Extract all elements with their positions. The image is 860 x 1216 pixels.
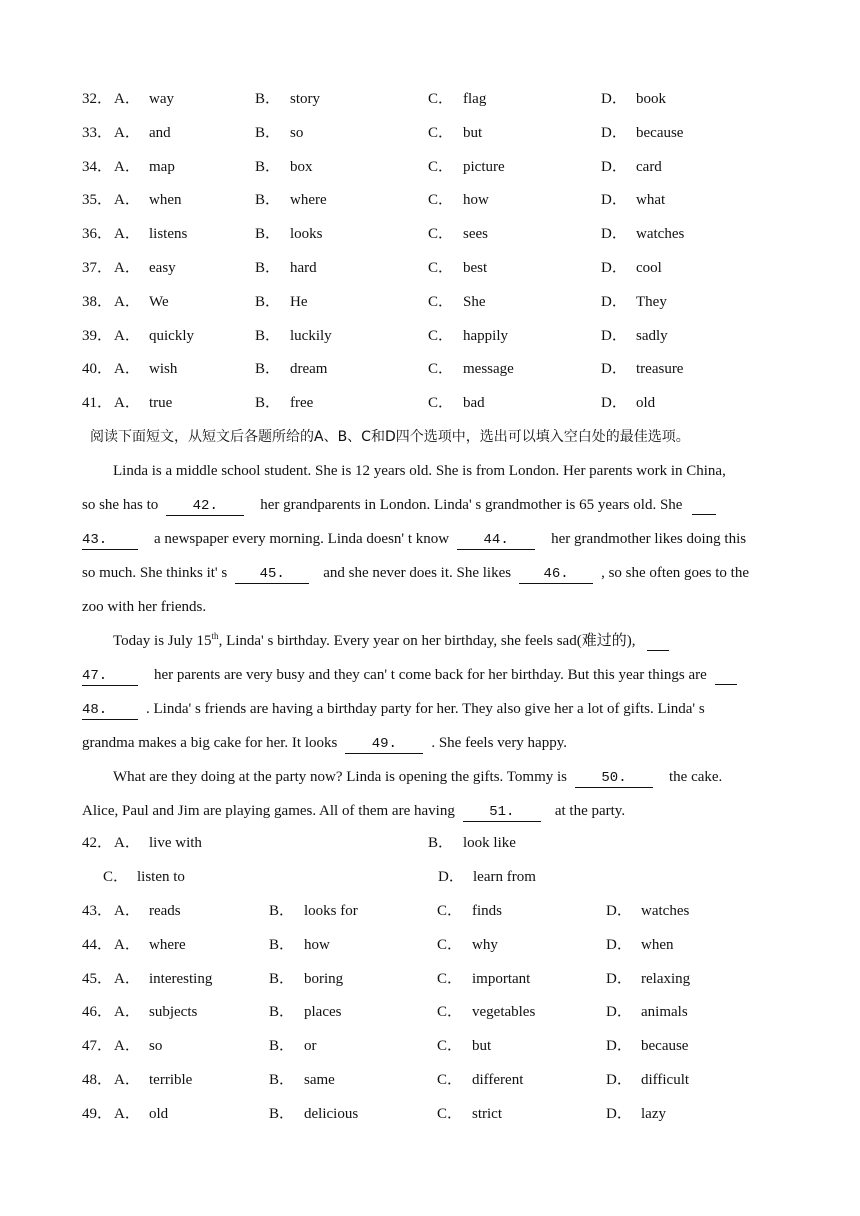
superscript-th: th — [211, 631, 219, 641]
option-a[interactable]: reads — [149, 903, 181, 919]
blank-number: 42. — [192, 498, 218, 514]
passage-line-2 — [82, 494, 782, 516]
option-letter-b: B． — [269, 1105, 295, 1122]
passage-text: Alice, Paul and Jim are playing games. All of them are having — [82, 803, 455, 819]
question-number: 49． — [82, 1105, 113, 1122]
passage-text: her parents are very busy and they can' t come back for her birthday. But this year things are — [154, 667, 707, 683]
blank-48-start[interactable] — [715, 666, 737, 685]
option-d[interactable]: watches — [636, 226, 685, 243]
question-row — [0, 88, 860, 110]
question-42-row-1 — [0, 832, 860, 854]
blank-45[interactable] — [235, 564, 309, 584]
option-letter-c: C． — [437, 970, 463, 987]
option-d[interactable]: treasure — [636, 361, 684, 378]
option-letter-a: A． — [114, 835, 140, 851]
question-number: 45． — [82, 970, 113, 987]
passage-text: , so she often goes to the — [601, 565, 749, 581]
option-a[interactable]: We — [149, 293, 169, 310]
passage-line-4 — [82, 562, 782, 584]
option-letter-b: B． — [255, 260, 281, 276]
question-row — [0, 189, 860, 211]
question-number: 34． — [82, 158, 113, 175]
option-letter-d: D． — [438, 869, 464, 885]
passage-text: . She feels very happy. — [431, 735, 567, 751]
question-row — [0, 156, 860, 178]
option-letter-d: D． — [601, 226, 627, 243]
option-c[interactable]: happily — [463, 327, 508, 344]
option-letter-a: A． — [114, 293, 140, 310]
passage-line-10 — [113, 766, 813, 788]
instruction-line — [0, 426, 860, 448]
option-d[interactable]: book — [636, 91, 666, 107]
question-number: 38． — [82, 293, 113, 310]
option-b[interactable]: looks for — [304, 903, 358, 919]
passage-line-11 — [82, 800, 782, 822]
option-letter-a: A． — [114, 1105, 140, 1122]
blank-44[interactable] — [457, 530, 535, 550]
option-c[interactable]: bad — [463, 395, 485, 412]
blank-49[interactable] — [345, 734, 423, 754]
passage-text: What are they doing at the party now? Linda is opening the gifts. Tommy is — [113, 769, 567, 785]
question-row — [0, 934, 860, 956]
option-letter-a: A． — [114, 1072, 140, 1088]
option-letter-d: D． — [601, 124, 627, 141]
option-c[interactable]: flag — [463, 91, 487, 107]
option-letter-b: B． — [255, 327, 281, 344]
passage-text: and she never does it. She likes — [323, 565, 512, 581]
option-c[interactable]: strict — [472, 1105, 502, 1122]
passage-line-5 — [82, 596, 782, 618]
question-row — [0, 968, 860, 990]
option-c[interactable]: best — [463, 260, 488, 276]
option-b[interactable]: box — [290, 158, 313, 175]
passage-line-7 — [82, 664, 782, 686]
option-letter-a: A． — [114, 903, 140, 919]
option-letter-c: C． — [437, 1038, 463, 1055]
question-row — [0, 122, 860, 144]
option-letter-b: B． — [269, 1038, 295, 1055]
question-row — [0, 257, 860, 279]
blank-number: 46. — [543, 566, 569, 582]
option-letter-b: B． — [255, 293, 281, 310]
option-d[interactable]: watches — [641, 903, 690, 919]
option-a[interactable]: when — [149, 192, 182, 209]
option-b[interactable]: how — [304, 936, 330, 953]
passage-text: zoo with her friends. — [82, 599, 207, 615]
option-letter-a: A． — [114, 1038, 140, 1055]
option-c[interactable]: how — [463, 192, 489, 209]
option-letter-a: A． — [114, 260, 140, 276]
option-c[interactable]: picture — [463, 158, 505, 175]
question-number: 37． — [82, 260, 113, 276]
option-d[interactable]: cool — [636, 260, 662, 276]
question-number: 43． — [82, 903, 113, 919]
option-a[interactable]: so — [149, 1038, 163, 1055]
option-d[interactable]: learn from — [473, 869, 536, 885]
passage-text: Linda is a middle school student. She is 12 years old. She is from London. Her parents work in China, — [113, 463, 726, 479]
blank-47[interactable] — [82, 666, 138, 686]
option-a[interactable]: quickly — [149, 327, 194, 344]
passage-text: so much. She thinks it' s — [82, 565, 228, 581]
blank-43-start[interactable] — [692, 496, 716, 515]
question-number: 33． — [82, 124, 113, 141]
option-b[interactable]: hard — [290, 260, 317, 276]
passage-text: so she has to — [82, 497, 159, 513]
option-c[interactable]: but — [463, 124, 483, 141]
question-number: 41． — [82, 395, 113, 412]
option-letter-d: D． — [601, 260, 627, 276]
option-b[interactable]: looks — [290, 226, 323, 243]
option-letter-b: B． — [255, 124, 281, 141]
option-d[interactable]: because — [636, 124, 684, 141]
blank-47-start[interactable] — [647, 632, 669, 651]
option-letter-b: B． — [255, 91, 281, 107]
passage-line-9 — [82, 732, 782, 754]
option-letter-d: D． — [601, 192, 627, 209]
option-c[interactable]: finds — [472, 903, 502, 919]
passage-text: the cake. — [669, 769, 723, 785]
option-c[interactable]: She — [463, 293, 486, 310]
blank-51[interactable] — [463, 802, 541, 822]
option-a[interactable]: true — [149, 395, 173, 412]
option-letter-c: C． — [437, 1004, 463, 1021]
blank-number: 51. — [489, 804, 515, 820]
question-row — [0, 358, 860, 380]
passage-text: her grandmother likes doing this — [551, 531, 747, 547]
option-c[interactable]: listen to — [137, 869, 185, 885]
option-b[interactable]: luckily — [290, 327, 332, 344]
option-letter-d: D． — [606, 1105, 632, 1122]
blank-number: 49. — [371, 736, 397, 752]
option-b[interactable]: look like — [463, 835, 516, 851]
passage-line-8 — [82, 698, 782, 720]
option-letter-b: B． — [255, 158, 281, 175]
blank-number: 44. — [483, 532, 509, 548]
option-b[interactable]: or — [304, 1038, 317, 1055]
option-d[interactable]: what — [636, 192, 666, 209]
option-b[interactable]: dream — [290, 361, 328, 378]
passage-text: , Linda' s birthday. Every year on her birthday, she feels sad(难过的), — [218, 633, 636, 649]
option-b[interactable]: so — [290, 124, 304, 141]
option-letter-d: D． — [606, 1038, 632, 1055]
question-row — [0, 1103, 860, 1125]
option-c[interactable]: message — [463, 361, 514, 378]
option-letter-b: B． — [428, 835, 454, 851]
option-b[interactable]: where — [290, 192, 327, 209]
option-letter-a: A． — [114, 327, 140, 344]
blank-50[interactable] — [575, 768, 653, 788]
option-letter-d: D． — [601, 327, 627, 344]
option-letter-b: B． — [255, 226, 281, 243]
option-letter-a: A． — [114, 124, 140, 141]
passage-line-1 — [113, 460, 813, 482]
option-letter-c: C． — [437, 903, 463, 919]
question-row — [0, 291, 860, 313]
option-letter-c: C． — [428, 226, 454, 243]
blank-number: 48. — [82, 702, 108, 718]
option-letter-c: C． — [428, 158, 454, 175]
option-letter-b: B． — [255, 192, 281, 209]
question-number: 35． — [82, 192, 113, 209]
question-number: 44． — [82, 936, 113, 953]
option-letter-c: C． — [437, 936, 463, 953]
option-letter-a: A． — [114, 226, 140, 243]
question-number: 32． — [82, 91, 113, 107]
option-letter-d: D． — [606, 970, 632, 987]
passage-line-6 — [113, 630, 813, 652]
option-letter-b: B． — [255, 361, 281, 378]
question-row — [0, 1035, 860, 1057]
option-letter-d: D． — [606, 1004, 632, 1021]
question-number: 36． — [82, 226, 113, 243]
option-a[interactable]: interesting — [149, 970, 213, 987]
option-a[interactable]: terrible — [149, 1072, 193, 1088]
option-letter-a: A． — [114, 1004, 140, 1021]
option-letter-c: C． — [428, 361, 454, 378]
question-row — [0, 1001, 860, 1023]
option-letter-c: C． — [103, 869, 129, 885]
option-letter-d: D． — [606, 1072, 632, 1088]
instruction-text: 阅读下面短文，从短文后各题所给的A、B、C和D四个选项中，选出可以填入空白处的最佳选项。 — [90, 429, 690, 445]
option-d[interactable]: old — [636, 395, 656, 412]
option-a[interactable]: easy — [149, 260, 176, 276]
option-a[interactable]: map — [149, 158, 175, 175]
question-row — [0, 900, 860, 922]
option-letter-d: D． — [601, 293, 627, 310]
option-a[interactable]: live with — [149, 835, 202, 851]
option-letter-c: C． — [428, 260, 454, 276]
option-b[interactable]: boring — [304, 970, 344, 987]
question-row — [0, 392, 860, 414]
option-c[interactable]: why — [472, 936, 498, 953]
blank-48[interactable] — [82, 700, 138, 720]
option-d[interactable]: card — [636, 158, 662, 175]
option-b[interactable]: story — [290, 91, 320, 107]
option-b[interactable]: delicious — [304, 1105, 359, 1122]
option-letter-d: D． — [601, 395, 627, 412]
option-letter-c: C． — [428, 192, 454, 209]
option-d[interactable]: difficult — [641, 1072, 690, 1088]
option-letter-b: B． — [269, 903, 295, 919]
option-a[interactable]: where — [149, 936, 186, 953]
question-row — [0, 223, 860, 245]
passage-text: grandma makes a big cake for her. It looks — [82, 735, 338, 751]
option-a[interactable]: listens — [149, 226, 188, 243]
question-number: 40． — [82, 361, 113, 378]
option-letter-c: C． — [428, 327, 454, 344]
passage-text: . Linda' s friends are having a birthday party for her. They also give her a lot of gifts. Linda' s — [146, 701, 705, 717]
passage-text: her grandparents in London. Linda' s grandmother is 65 years old. She — [260, 497, 683, 513]
question-number: 39． — [82, 327, 113, 344]
question-row — [0, 325, 860, 347]
blank-46[interactable] — [519, 564, 593, 584]
option-d[interactable]: because — [641, 1038, 689, 1055]
option-letter-d: D． — [601, 361, 627, 378]
option-c[interactable]: important — [472, 970, 531, 987]
blank-42[interactable] — [166, 496, 244, 516]
option-b[interactable]: free — [290, 395, 314, 412]
option-letter-b: B． — [269, 1072, 295, 1088]
option-d[interactable]: when — [641, 936, 674, 953]
question-number: 46． — [82, 1004, 113, 1021]
question-42-row-2 — [0, 866, 860, 888]
option-letter-d: D． — [601, 158, 627, 175]
option-d[interactable]: They — [636, 293, 667, 310]
option-b[interactable]: places — [304, 1004, 342, 1021]
option-letter-c: C． — [428, 124, 454, 141]
option-letter-a: A． — [114, 192, 140, 209]
option-letter-c: C． — [428, 395, 454, 412]
option-d[interactable]: animals — [641, 1004, 688, 1021]
option-a[interactable]: and — [149, 124, 171, 141]
option-letter-b: B． — [255, 395, 281, 412]
option-letter-d: D． — [601, 91, 627, 107]
option-letter-d: D． — [606, 903, 632, 919]
option-letter-c: C． — [437, 1105, 463, 1122]
option-a[interactable]: way — [149, 91, 174, 107]
option-c[interactable]: but — [472, 1038, 492, 1055]
option-letter-a: A． — [114, 395, 140, 412]
option-letter-a: A． — [114, 91, 140, 107]
option-letter-c: C． — [428, 91, 454, 107]
option-a[interactable]: subjects — [149, 1004, 198, 1021]
question-row — [0, 1069, 860, 1091]
option-b[interactable]: same — [304, 1072, 335, 1088]
blank-number: 47. — [82, 668, 108, 684]
blank-43[interactable] — [82, 530, 138, 550]
option-letter-a: A． — [114, 158, 140, 175]
passage-text: a newspaper every morning. Linda doesn' t know — [154, 531, 450, 547]
option-letter-a: A． — [114, 970, 140, 987]
option-d[interactable]: sadly — [636, 327, 668, 344]
question-number: 47． — [82, 1038, 113, 1055]
option-d[interactable]: lazy — [641, 1105, 666, 1122]
option-c[interactable]: different — [472, 1072, 524, 1088]
option-letter-a: A． — [114, 361, 140, 378]
option-letter-b: B． — [269, 970, 295, 987]
option-a[interactable]: wish — [149, 361, 178, 378]
question-number: 42． — [82, 835, 113, 851]
option-letter-b: B． — [269, 936, 295, 953]
option-letter-b: B． — [269, 1004, 295, 1021]
option-letter-c: C． — [437, 1072, 463, 1088]
passage-line-3 — [82, 528, 782, 550]
blank-number: 50. — [601, 770, 627, 786]
passage-text: at the party. — [554, 803, 626, 819]
option-letter-c: C． — [428, 293, 454, 310]
question-number: 48． — [82, 1072, 113, 1088]
blank-number: 43. — [82, 532, 108, 548]
option-c[interactable]: sees — [463, 226, 488, 243]
option-b[interactable]: He — [290, 293, 308, 310]
option-letter-a: A． — [114, 936, 140, 953]
passage-text: Today is July 15 — [113, 633, 212, 649]
option-d[interactable]: relaxing — [641, 970, 691, 987]
blank-number: 45. — [259, 566, 285, 582]
option-letter-d: D． — [606, 936, 632, 953]
option-a[interactable]: old — [149, 1105, 169, 1122]
option-c[interactable]: vegetables — [472, 1004, 536, 1021]
